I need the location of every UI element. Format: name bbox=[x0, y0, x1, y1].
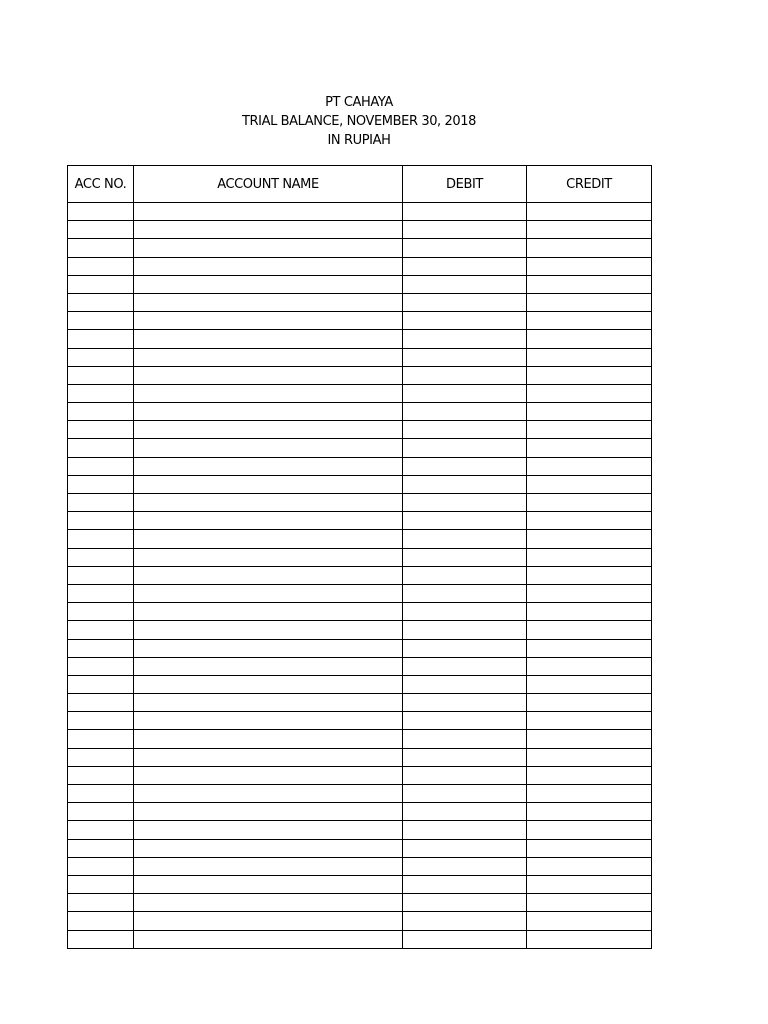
acc-no-cell[interactable] bbox=[68, 512, 134, 530]
debit-cell[interactable] bbox=[403, 785, 527, 803]
credit-cell[interactable] bbox=[527, 475, 652, 493]
credit-cell[interactable] bbox=[527, 930, 652, 948]
table-row bbox=[68, 584, 652, 602]
report-header bbox=[0, 93, 718, 150]
acc-no-cell[interactable] bbox=[68, 712, 134, 730]
credit-cell[interactable] bbox=[527, 566, 652, 584]
acc-no-cell[interactable] bbox=[68, 621, 134, 639]
debit-cell[interactable] bbox=[403, 203, 527, 221]
acc-no-cell[interactable] bbox=[68, 457, 134, 475]
account-name-cell[interactable] bbox=[134, 548, 403, 566]
account-name-cell[interactable] bbox=[134, 221, 403, 239]
account-name-cell[interactable] bbox=[134, 894, 403, 912]
debit-cell[interactable] bbox=[403, 512, 527, 530]
table-row bbox=[68, 275, 652, 293]
debit-cell[interactable] bbox=[403, 584, 527, 602]
debit-cell[interactable] bbox=[403, 530, 527, 548]
trial-balance-table bbox=[67, 165, 652, 949]
acc-no-cell[interactable] bbox=[68, 330, 134, 348]
acc-no-cell[interactable] bbox=[68, 675, 134, 693]
table-row bbox=[68, 439, 652, 457]
account-name-cell[interactable] bbox=[134, 421, 403, 439]
account-name-cell[interactable] bbox=[134, 675, 403, 693]
debit-cell[interactable] bbox=[403, 457, 527, 475]
account-name-cell[interactable] bbox=[134, 748, 403, 766]
credit-cell[interactable] bbox=[527, 657, 652, 675]
debit-cell[interactable] bbox=[403, 439, 527, 457]
debit-cell[interactable] bbox=[403, 312, 527, 330]
debit-cell[interactable] bbox=[403, 639, 527, 657]
account-name-cell[interactable] bbox=[134, 730, 403, 748]
acc-no-cell[interactable] bbox=[68, 694, 134, 712]
account-name-cell[interactable] bbox=[134, 494, 403, 512]
credit-cell[interactable] bbox=[527, 894, 652, 912]
debit-cell[interactable] bbox=[403, 730, 527, 748]
debit-cell[interactable] bbox=[403, 621, 527, 639]
acc-no-cell[interactable] bbox=[68, 293, 134, 311]
column-header-account-name: ACCOUNT NAME bbox=[134, 166, 403, 203]
table-row bbox=[68, 730, 652, 748]
table-row bbox=[68, 875, 652, 893]
debit-cell[interactable] bbox=[403, 494, 527, 512]
credit-cell[interactable] bbox=[527, 348, 652, 366]
account-name-cell[interactable] bbox=[134, 603, 403, 621]
debit-cell[interactable] bbox=[403, 257, 527, 275]
table-body bbox=[68, 203, 652, 949]
account-name-cell[interactable] bbox=[134, 566, 403, 584]
account-name-cell[interactable] bbox=[134, 857, 403, 875]
debit-cell[interactable] bbox=[403, 821, 527, 839]
credit-cell[interactable] bbox=[527, 203, 652, 221]
credit-cell[interactable] bbox=[527, 312, 652, 330]
debit-cell[interactable] bbox=[403, 384, 527, 402]
credit-cell[interactable] bbox=[527, 766, 652, 784]
table-row bbox=[68, 494, 652, 512]
account-name-cell[interactable] bbox=[134, 239, 403, 257]
acc-no-cell[interactable] bbox=[68, 912, 134, 930]
credit-cell[interactable] bbox=[527, 875, 652, 893]
table-row bbox=[68, 293, 652, 311]
debit-cell[interactable] bbox=[403, 548, 527, 566]
acc-no-cell[interactable] bbox=[68, 421, 134, 439]
acc-no-cell[interactable] bbox=[68, 766, 134, 784]
credit-cell[interactable] bbox=[527, 621, 652, 639]
acc-no-cell[interactable] bbox=[68, 821, 134, 839]
account-name-cell[interactable] bbox=[134, 803, 403, 821]
table-row bbox=[68, 694, 652, 712]
acc-no-cell[interactable] bbox=[68, 257, 134, 275]
debit-cell[interactable] bbox=[403, 803, 527, 821]
acc-no-cell[interactable] bbox=[68, 494, 134, 512]
debit-cell[interactable] bbox=[403, 912, 527, 930]
acc-no-cell[interactable] bbox=[68, 366, 134, 384]
acc-no-cell[interactable] bbox=[68, 566, 134, 584]
debit-cell[interactable] bbox=[403, 566, 527, 584]
acc-no-cell[interactable] bbox=[68, 894, 134, 912]
account-name-cell[interactable] bbox=[134, 348, 403, 366]
account-name-cell[interactable] bbox=[134, 785, 403, 803]
account-name-cell[interactable] bbox=[134, 621, 403, 639]
account-name-cell[interactable] bbox=[134, 639, 403, 657]
account-name-cell[interactable] bbox=[134, 766, 403, 784]
account-name-cell[interactable] bbox=[134, 293, 403, 311]
credit-cell[interactable] bbox=[527, 512, 652, 530]
credit-cell[interactable] bbox=[527, 330, 652, 348]
debit-cell[interactable] bbox=[403, 875, 527, 893]
company-name: PT CAHAYA bbox=[325, 95, 393, 110]
table-row bbox=[68, 912, 652, 930]
credit-cell[interactable] bbox=[527, 366, 652, 384]
currency-note: IN RUPIAH bbox=[327, 133, 391, 148]
acc-no-cell[interactable] bbox=[68, 657, 134, 675]
table-row bbox=[68, 748, 652, 766]
account-name-cell[interactable] bbox=[134, 821, 403, 839]
debit-cell[interactable] bbox=[403, 421, 527, 439]
account-name-cell[interactable] bbox=[134, 712, 403, 730]
credit-cell[interactable] bbox=[527, 494, 652, 512]
debit-cell[interactable] bbox=[403, 403, 527, 421]
account-name-cell[interactable] bbox=[134, 203, 403, 221]
table-row bbox=[68, 839, 652, 857]
account-name-cell[interactable] bbox=[134, 439, 403, 457]
table-row bbox=[68, 930, 652, 948]
acc-no-cell[interactable] bbox=[68, 203, 134, 221]
credit-cell[interactable] bbox=[527, 675, 652, 693]
credit-cell[interactable] bbox=[527, 803, 652, 821]
acc-no-cell[interactable] bbox=[68, 348, 134, 366]
table-row bbox=[68, 712, 652, 730]
table-row bbox=[68, 512, 652, 530]
table-row bbox=[68, 239, 652, 257]
account-name-cell[interactable] bbox=[134, 457, 403, 475]
credit-cell[interactable] bbox=[527, 603, 652, 621]
account-name-cell[interactable] bbox=[134, 839, 403, 857]
table-row bbox=[68, 675, 652, 693]
acc-no-cell[interactable] bbox=[68, 312, 134, 330]
account-name-cell[interactable] bbox=[134, 512, 403, 530]
table-row bbox=[68, 566, 652, 584]
acc-no-cell[interactable] bbox=[68, 730, 134, 748]
column-header-debit: DEBIT bbox=[403, 166, 527, 203]
table-row bbox=[68, 657, 652, 675]
debit-cell[interactable] bbox=[403, 330, 527, 348]
account-name-cell[interactable] bbox=[134, 912, 403, 930]
table-row bbox=[68, 821, 652, 839]
acc-no-cell[interactable] bbox=[68, 403, 134, 421]
table-row bbox=[68, 475, 652, 493]
account-name-cell[interactable] bbox=[134, 257, 403, 275]
table-row bbox=[68, 603, 652, 621]
account-name-cell[interactable] bbox=[134, 875, 403, 893]
table-row bbox=[68, 457, 652, 475]
table-row bbox=[68, 403, 652, 421]
debit-cell[interactable] bbox=[403, 348, 527, 366]
credit-cell[interactable] bbox=[527, 530, 652, 548]
table-row bbox=[68, 221, 652, 239]
table-row bbox=[68, 348, 652, 366]
credit-cell[interactable] bbox=[527, 421, 652, 439]
table-row bbox=[68, 421, 652, 439]
table-row bbox=[68, 803, 652, 821]
table-row bbox=[68, 766, 652, 784]
table-row bbox=[68, 785, 652, 803]
account-name-cell[interactable] bbox=[134, 475, 403, 493]
credit-cell[interactable] bbox=[527, 839, 652, 857]
table-row bbox=[68, 330, 652, 348]
credit-cell[interactable] bbox=[527, 857, 652, 875]
debit-cell[interactable] bbox=[403, 657, 527, 675]
credit-cell[interactable] bbox=[527, 257, 652, 275]
acc-no-cell[interactable] bbox=[68, 439, 134, 457]
account-name-cell[interactable] bbox=[134, 330, 403, 348]
debit-cell[interactable] bbox=[403, 694, 527, 712]
table-row bbox=[68, 894, 652, 912]
credit-cell[interactable] bbox=[527, 639, 652, 657]
credit-cell[interactable] bbox=[527, 239, 652, 257]
acc-no-cell[interactable] bbox=[68, 748, 134, 766]
account-name-cell[interactable] bbox=[134, 584, 403, 602]
account-name-cell[interactable] bbox=[134, 530, 403, 548]
table-row bbox=[68, 530, 652, 548]
table-row bbox=[68, 312, 652, 330]
debit-cell[interactable] bbox=[403, 930, 527, 948]
table-row bbox=[68, 639, 652, 657]
credit-cell[interactable] bbox=[527, 730, 652, 748]
debit-cell[interactable] bbox=[403, 275, 527, 293]
table-row bbox=[68, 257, 652, 275]
acc-no-cell[interactable] bbox=[68, 584, 134, 602]
debit-cell[interactable] bbox=[403, 366, 527, 384]
acc-no-cell[interactable] bbox=[68, 875, 134, 893]
acc-no-cell[interactable] bbox=[68, 603, 134, 621]
credit-cell[interactable] bbox=[527, 584, 652, 602]
debit-cell[interactable] bbox=[403, 894, 527, 912]
column-header-credit: CREDIT bbox=[527, 166, 652, 203]
debit-cell[interactable] bbox=[403, 603, 527, 621]
acc-no-cell[interactable] bbox=[68, 384, 134, 402]
debit-cell[interactable] bbox=[403, 839, 527, 857]
acc-no-cell[interactable] bbox=[68, 839, 134, 857]
account-name-cell[interactable] bbox=[134, 694, 403, 712]
account-name-cell[interactable] bbox=[134, 403, 403, 421]
table-row bbox=[68, 621, 652, 639]
credit-cell[interactable] bbox=[527, 785, 652, 803]
account-name-cell[interactable] bbox=[134, 275, 403, 293]
table-row bbox=[68, 366, 652, 384]
account-name-cell[interactable] bbox=[134, 657, 403, 675]
account-name-cell[interactable] bbox=[134, 384, 403, 402]
credit-cell[interactable] bbox=[527, 821, 652, 839]
debit-cell[interactable] bbox=[403, 675, 527, 693]
debit-cell[interactable] bbox=[403, 748, 527, 766]
acc-no-cell[interactable] bbox=[68, 930, 134, 948]
acc-no-cell[interactable] bbox=[68, 221, 134, 239]
debit-cell[interactable] bbox=[403, 766, 527, 784]
debit-cell[interactable] bbox=[403, 221, 527, 239]
credit-cell[interactable] bbox=[527, 403, 652, 421]
account-name-cell[interactable] bbox=[134, 930, 403, 948]
acc-no-cell[interactable] bbox=[68, 639, 134, 657]
credit-cell[interactable] bbox=[527, 712, 652, 730]
acc-no-cell[interactable] bbox=[68, 548, 134, 566]
acc-no-cell[interactable] bbox=[68, 857, 134, 875]
acc-no-cell[interactable] bbox=[68, 239, 134, 257]
debit-cell[interactable] bbox=[403, 712, 527, 730]
credit-cell[interactable] bbox=[527, 221, 652, 239]
account-name-cell[interactable] bbox=[134, 366, 403, 384]
table-row bbox=[68, 384, 652, 402]
debit-cell[interactable] bbox=[403, 857, 527, 875]
table-header-row bbox=[68, 166, 652, 203]
acc-no-cell[interactable] bbox=[68, 530, 134, 548]
table-row bbox=[68, 203, 652, 221]
credit-cell[interactable] bbox=[527, 439, 652, 457]
credit-cell[interactable] bbox=[527, 293, 652, 311]
credit-cell[interactable] bbox=[527, 748, 652, 766]
table-row bbox=[68, 857, 652, 875]
account-name-cell[interactable] bbox=[134, 312, 403, 330]
table-row bbox=[68, 548, 652, 566]
credit-cell[interactable] bbox=[527, 912, 652, 930]
acc-no-cell[interactable] bbox=[68, 785, 134, 803]
acc-no-cell[interactable] bbox=[68, 275, 134, 293]
debit-cell[interactable] bbox=[403, 293, 527, 311]
credit-cell[interactable] bbox=[527, 384, 652, 402]
credit-cell[interactable] bbox=[527, 694, 652, 712]
credit-cell[interactable] bbox=[527, 548, 652, 566]
credit-cell[interactable] bbox=[527, 275, 652, 293]
acc-no-cell[interactable] bbox=[68, 803, 134, 821]
acc-no-cell[interactable] bbox=[68, 475, 134, 493]
report-title: TRIAL BALANCE, NOVEMBER 30, 2018 bbox=[241, 114, 477, 129]
debit-cell[interactable] bbox=[403, 239, 527, 257]
debit-cell[interactable] bbox=[403, 475, 527, 493]
credit-cell[interactable] bbox=[527, 457, 652, 475]
column-header-acc-no: ACC NO. bbox=[68, 166, 134, 203]
